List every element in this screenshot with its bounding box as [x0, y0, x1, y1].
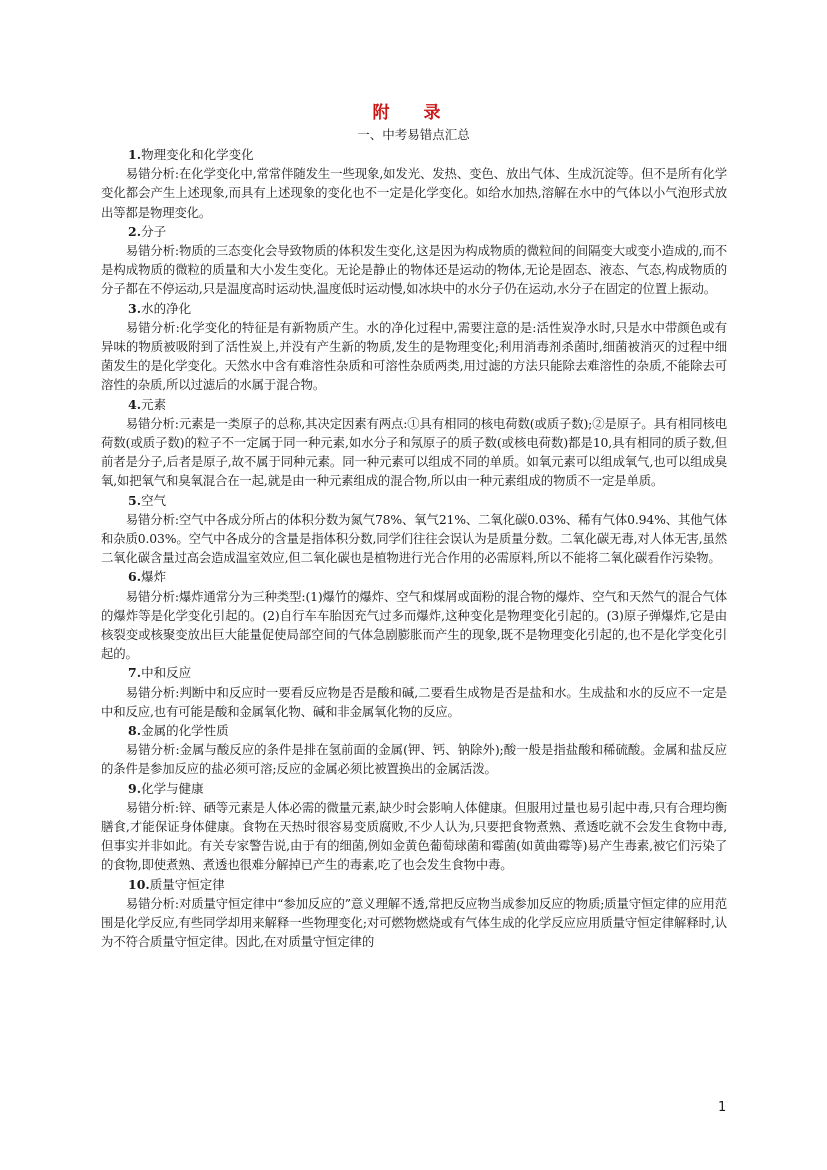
section-heading — [101, 395, 727, 414]
section-7 — [101, 663, 727, 721]
content-body — [101, 145, 727, 951]
section-5 — [101, 491, 727, 568]
section-number: 3. — [128, 300, 142, 316]
section-heading — [101, 875, 727, 894]
section-heading — [101, 721, 727, 740]
page-title: 附 录 — [372, 103, 455, 123]
section-text: 易错分析:爆炸通常分为三种类型:(1)爆竹的爆炸、空气和煤屑或面粉的混合物的爆炸、空气和天然气的混合气体的爆炸等是化学变化引起的。(2)自行车车胎因充气过多而爆炸,这种变化是物理变化引起的。(3)原子弹爆炸,它是由核裂变或核聚变放出巨大能量促使局部空间的气体急剧膨胀而产生的现象,既不是物理变化引起的,也不是化学变化引起的。 — [101, 588, 727, 662]
section-number: 4. — [128, 396, 142, 412]
section-text: 易错分析:元素是一类原子的总称,其决定因素有两点:①具有相同的核电荷数(或质子数);②是原子。具有相同核电荷数(或质子数)的粒子不一定属于同一种元素,如水分子和氖原子的质子数(或核电荷数)都是10,具有相同的质子数,但前者是分子,后者是原子,故不属于同种元素。同一种元素可以组成不同的单质。如氧元素可以组成氧气,也可以组成臭氧,如把氧气和臭氧混合在一起,就是由一种元素组成的混合物,所以由一种元素组成的物质不一定是单质。 — [101, 415, 727, 489]
section-text: 易错分析:物质的三态变化会导致物质的体积发生变化,这是因为构成物质的微粒间的间隔变大或变小造成的,而不是构成物质的微粒的质量和大小发生变化。无论是静止的物体还是运动的物体,无论是固态、液态、气态,构成物质的分子都在不停运动,只是温度高时运动快,温度低时运动慢,如冰块中的水分子仍在运动,水分子在固定的位置上振动。 — [101, 242, 727, 297]
section-10 — [101, 875, 727, 952]
section-subtitle: 一、中考易错点汇总 — [357, 127, 470, 142]
section-title: 化学与健康 — [141, 780, 204, 796]
section-number: 6. — [128, 569, 142, 585]
section-number: 8. — [128, 722, 142, 738]
section-8 — [101, 721, 727, 779]
section-heading — [101, 145, 727, 164]
section-number: 9. — [128, 780, 142, 796]
page-number: 1 — [718, 1100, 727, 1115]
section-text: 易错分析:化学变化的特征是有新物质产生。水的净化过程中,需要注意的是:活性炭净水时,只是水中带颜色或有异味的物质被吸附到了活性炭上,并没有产生新的物质,发生的是物理变化;利用消毒剂杀菌时,细菌被消灭的过程中细菌发生的是化学变化。天然水中含有难溶性杂质和可溶性杂质两类,用过滤的方法只能除去难溶性的杂质,不能除去可溶性的杂质,所以过滤后的水属于混合物。 — [101, 319, 727, 393]
section-9 — [101, 779, 727, 875]
section-title: 质量守恒定律 — [149, 876, 225, 892]
section-3 — [101, 299, 727, 395]
section-title: 分子 — [141, 223, 167, 239]
section-number: 7. — [128, 665, 142, 681]
section-heading — [101, 567, 727, 586]
section-title: 爆炸 — [141, 569, 167, 585]
section-title: 金属的化学性质 — [141, 722, 229, 738]
section-title: 水的净化 — [141, 300, 192, 316]
section-heading — [101, 663, 727, 682]
section-text: 易错分析:空气中各成分所占的体积分数为氮气78%、氧气21%、二氧化碳0.03%、稀有气体0.94%、其他气体和杂质0.03%。空气中各成分的含量是指体积分数,同学们往往会误认为是质量分数。二氧化碳无毒,对人体无害,虽然二氧化碳含量过高会造成温室效应,但二氧化碳也是植物进行光合作用的必需原料,所以不能将二氧化碳看作污染物。 — [101, 511, 727, 566]
section-text: 易错分析:金属与酸反应的条件是排在氢前面的金属(钾、钙、钠除外);酸一般是指盐酸和稀硫酸。金属和盐反应的条件是参加反应的盐必须可溶;反应的金属必须比被置换出的金属活泼。 — [101, 742, 727, 777]
section-title: 物理变化和化学变化 — [141, 147, 254, 162]
section-1 — [101, 145, 727, 222]
section-title: 空气 — [141, 492, 167, 508]
section-heading — [101, 299, 727, 318]
section-text: 易错分析:在化学变化中,常常伴随发生一些现象,如发光、发热、变色、放出气体、生成沉淀等。但不是所有化学变化都会产生上述现象,而具有上述现象的变化也不一定是化学变化。如给水加热,溶解在水中的气体以小气泡形式放出等都是物理变化。 — [101, 166, 727, 220]
section-number: 10. — [128, 876, 150, 892]
section-title: 中和反应 — [141, 665, 192, 681]
section-4 — [101, 395, 727, 491]
section-number: 5. — [128, 492, 142, 508]
section-text: 易错分析:锌、硒等元素是人体必需的微量元素,缺少时会影响人体健康。但服用过量也易引起中毒,只有合理均衡膳食,才能保证身体健康。食物在天热时很容易变质腐败,不少人认为,只要把食物煮熟、煮透吃就不会发生食物中毒,但事实并非如此。有关专家警告说,由于有的细菌,例如金黄色葡萄球菌和霉菌(如黄曲霉等)易产生毒素,被它们污染了的食物,即使煮熟、煮透也很难分解掉已产生的毒素,吃了也会发生食物中毒。 — [101, 799, 727, 873]
section-title: 元素 — [141, 396, 167, 412]
section-number: 2. — [128, 223, 142, 239]
section-text: 易错分析:对质量守恒定律中“参加反应的”意义理解不透,常把反应物当成参加反应的物质;质量守恒定律的应用范围是化学反应,有些同学却用来解释一些物理变化;对可燃物燃烧或有气体生成的化学反应应用质量守恒定律解释时,认为不符合质量守恒定律。因此,在对质量守恒定律的 — [101, 895, 727, 950]
section-2 — [101, 222, 727, 299]
section-heading — [101, 222, 727, 241]
section-text: 易错分析:判断中和反应时一要看反应物是否是酸和碱,二要看生成物是否是盐和水。生成盐和水的反应不一定是中和反应,也有可能是酸和金属氧化物、碱和非金属氧化物的反应。 — [101, 684, 727, 719]
section-number: 1. — [128, 147, 142, 162]
section-heading — [101, 779, 727, 798]
section-6 — [101, 567, 727, 663]
section-heading — [101, 491, 727, 510]
